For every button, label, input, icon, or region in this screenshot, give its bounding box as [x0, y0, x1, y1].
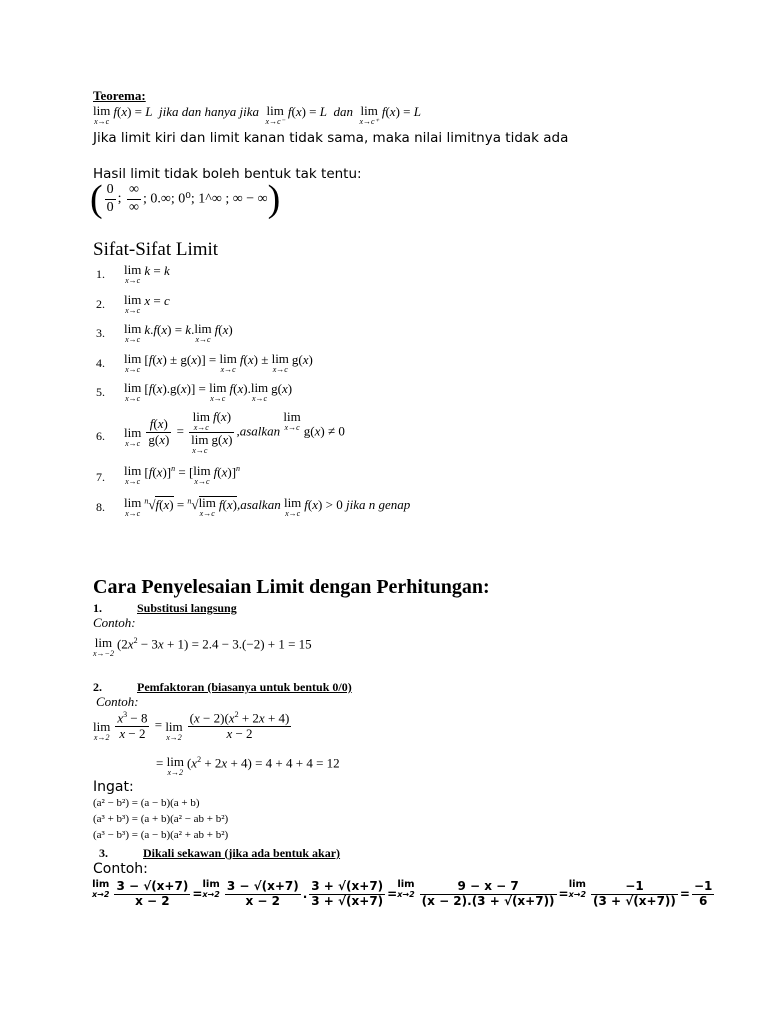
- indeterminate-intro: Hasil limit tidak boleh bentuk tak tentu:: [93, 166, 362, 182]
- property-6: lim x→c $\frac{f(x)}{g(x)}$ = lim x→c f(x) lim x→c g(x) ,asalkan lim x→c g(x) ≠ 0: [124, 409, 345, 455]
- property-3: lim x→c k.f(x) = k. lim x→c f(x): [124, 321, 233, 344]
- property-number: 4.: [96, 356, 105, 370]
- property-8-tail: jika n genap: [345, 497, 411, 512]
- theorem-mid2: dan: [333, 104, 353, 119]
- methods-title: Cara Penyelesaian Limit dengan Perhitungan:: [93, 576, 490, 598]
- method-1-example-label: Contoh:: [93, 615, 136, 630]
- property-6-condition: ,asalkan: [236, 423, 281, 439]
- property-number: 6.: [96, 429, 105, 443]
- method-2-number: 2.: [93, 680, 102, 694]
- theorem-note: Jika limit kiri dan limit kanan tidak sama, maka nilai limitnya tidak ada: [93, 130, 569, 146]
- property-number: 2.: [96, 297, 105, 311]
- method-3-example: lim x→2 $\frac{3 - √(x+7)}{x - 2}$ = lim x→2 $\frac{3 - √(x+7)}{x - 2}$ . $\frac{3 + √(x+7)}{3 + √(x+7)}$ = lim x→2 $\frac{9 - x - 7}{(x - 2).(3 + √(x+7))}$ = lim x→2 $\frac{-1}{(3 + √(x+7))}$ = $\frac{-1}{6}$: [92, 879, 713, 908]
- property-number: 3.: [96, 326, 105, 340]
- method-1-number: 1.: [93, 601, 102, 615]
- theorem-mid1: jika dan hanya jika: [159, 104, 260, 119]
- property-number: 1.: [96, 267, 105, 281]
- identity-1: (a² − b²) = (a − b)(a + b): [93, 797, 200, 809]
- method-2-title: Pemfaktoran (biasanya untuk bentuk 0/0): [137, 680, 352, 694]
- property-8: lim x→c $^n$√f(x) = $^n$√ lim x→c f(x),asalkan lim x→c f(x) > 0 jika n genap: [124, 495, 411, 518]
- property-number: 8.: [96, 500, 105, 514]
- method-3-number: 3.: [99, 846, 108, 860]
- property-2: lim x→c x = c: [124, 292, 170, 315]
- method-3-title: Dikali sekawan (jika ada bentuk akar): [143, 846, 341, 860]
- property-number: 7.: [96, 470, 105, 484]
- property-7: lim x→c $[f(x)]^n$ = [ lim x→c f(x)]$^n$: [124, 463, 241, 486]
- method-2-example-label: Contoh:: [96, 694, 139, 709]
- property-5: lim x→c [f(x).g(x)] = lim x→c f(x). lim x→c g(x): [124, 380, 293, 403]
- method-3-example-label: Contoh:: [93, 861, 148, 877]
- identity-3: (a³ − b³) = (a − b)(a² + ab + b²): [93, 829, 229, 841]
- property-1: lim x→c k = k: [124, 262, 170, 285]
- properties-title: Sifat-Sifat Limit: [93, 239, 219, 260]
- identity-2: (a³ + b³) = (a + b)(a² − ab + b²): [93, 813, 229, 825]
- method-2-example-line2: = lim x→2 $(x^2 + 2x + 4) = 4 + 4 + 4 = 12$: [156, 754, 340, 777]
- property-8-condition: ,asalkan: [237, 497, 281, 512]
- indeterminate-forms: ( $\frac{0}{0}$ ; $\frac{\infty}{\infty}$ ; 0.∞; 0⁰; 1^∞ ; ∞ − ∞): [90, 178, 281, 220]
- method-2-example-line1: lim x→2 $\frac{x^3 - 8}{x - 2}$ = lim x→2 $\frac{(x - 2)(x^2 + 2x + 4)}{x - 2}$: [93, 710, 290, 742]
- theorem-statement: lim x→c f(x) = L jika dan hanya jika lim x→c⁻ f(x) = L dan lim x→c⁺ f(x) = L: [93, 103, 421, 126]
- property-4: lim x→c [f(x) ± g(x)] = lim x→c f(x) ± lim x→c g(x): [124, 351, 313, 374]
- method-1-title: Substitusi langsung: [137, 601, 237, 615]
- theorem-heading: Teorema:: [93, 88, 146, 103]
- method-1-example: lim x→−2 $(2x^2 - 3x + 1) = 2.4 - 3.(-2) + 1 = 15$: [93, 635, 312, 658]
- property-number: 5.: [96, 385, 105, 399]
- indeterminate-tail: ; 0.∞; 0⁰; 1^∞ ; ∞ − ∞: [143, 191, 268, 207]
- remember-label: Ingat:: [93, 779, 134, 795]
